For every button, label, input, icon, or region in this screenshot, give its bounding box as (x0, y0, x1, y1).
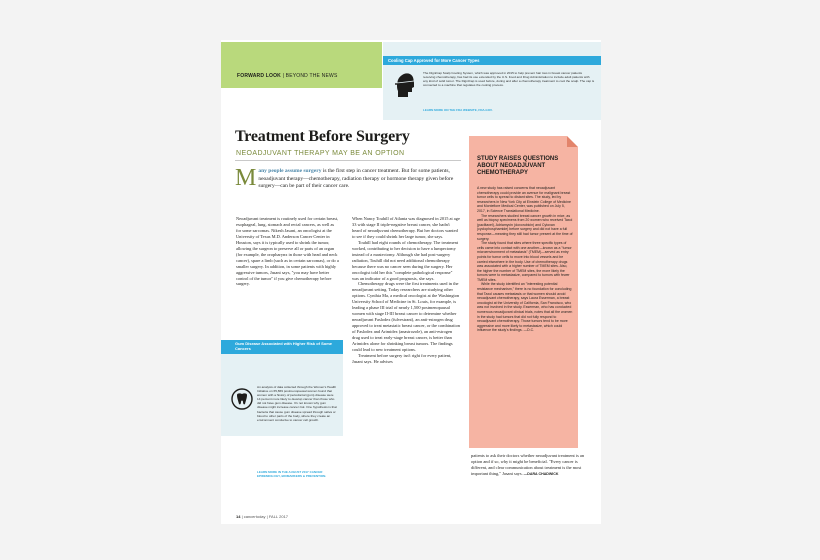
folded-corner (567, 136, 578, 147)
title-rule (235, 160, 461, 161)
cooling-cap-text: The DigniCap Scalp Cooling System, which was approved in 2015 to help prevent hair loss in breast cancer patients receiving chemotherapy, has had its use extended by the U.S. Food and Drug Administration to include adult patients with any kind of solid tumor. The DigniCap is used before, during and after a chemotherapy treatment to cool the scalp. The cap is connected to a machine that regulates the cooling process. (423, 71, 595, 88)
page-footer (236, 514, 288, 519)
issue-date: FALL 2017 (268, 514, 289, 519)
paragraph: The researchers studied breast cancer growth in mice, as well as biopsy specimens from 20 women who received Taxol (paclitaxel), Adriamycin (doxorubicin) and Cytoxan (cyclophosphamide) before surgery and did not have a full response—meaning they still had tumor present at the time of surgery. (477, 213, 573, 241)
paragraph: The study found that sites where three specific types of cells came into contact with one another—known as a "tumor microenvironment of metastasis" (TMEM)—served as entry points for tumor cells to move into blood vessels and be carried elsewhere in the body. Use of chemotherapy drugs was associated with a higher number of TMEM sites. Also, the higher the number of TMEM sites, the more likely the tumors were to metastasize, compared to tumors with fewer TMEM sites. (477, 241, 572, 282)
gum-disease-link[interactable]: LEARN MORE IN THE AUGUST 2017 CANCER EPIDEMIOLOGY, BIOMARKERS & PREVENTION. (257, 470, 327, 478)
footer-divider: | (266, 514, 269, 519)
paragraph: A new study has raised concerns that neoadjuvant chemotherapy could provide an avenue for malignant breast tumor cells to spread to distant sites. The study, led by researchers in New York City at Einstein College of Medicine and Montefiore Medical Center, was published on July 5, 2017, in Science Translational Medicine. (477, 186, 571, 213)
article-intro (235, 165, 461, 191)
head-cap-icon (393, 72, 415, 98)
article-column-3 (471, 453, 589, 478)
paragraph: Treatment before surgery isn't right for every patient, Jasani says. He advises (352, 352, 452, 364)
paragraph: Neoadjuvant treatment is routinely used for certain breast, esophageal, lung, stomach and rectal cancers, as well as for some sarcomas. Nikesh Jasani, an oncologist at the University of Texas M.D. Anderson Cancer Center in Houston, says it is typically used to shrink the tumor, allowing the surgeon to preserve all or parts of an organ (for example, the oropharynx in those with head and neck cancer), spare a limb (such as in certain sarcomas), or do a smaller surgery. In addition, in some patients with highly aggressive tumors, Jasani says, "you may have better control of the tumor" if you give chemotherapy before surgery. (236, 216, 339, 287)
footer-divider: | (241, 514, 244, 519)
byline: —DARA CHADWICK (522, 471, 559, 476)
paragraph: When Nancy Touhill of Atlanta was diagnosed in 2015 at age 33 with stage II triple-negative breast cancer, she hadn't heard of neoadjuvant chemotherapy. But her doctors wanted to see if they could shrink her large tumor, she says. (352, 216, 460, 239)
section-label (237, 73, 337, 79)
sidebar-body (477, 186, 573, 333)
study-sidebar (469, 136, 578, 448)
gum-disease-title: Gum Disease Associated with Higher Risk of Some Cancers (221, 340, 343, 354)
cooling-cap-title: Cooling Cap Approved for More Cancer Types (383, 56, 601, 65)
tooth-icon (231, 388, 253, 410)
magazine-name: cancertoday (243, 514, 266, 519)
section-name: FORWARD LOOK (237, 73, 281, 79)
drop-cap: M (235, 165, 257, 191)
section-divider: | (282, 73, 286, 79)
subsection-name: BEYOND THE NEWS (285, 73, 338, 79)
closing-text: patients to ask their doctors whether neoadjuvant treatment is an option and if so, why it might be beneficial. "Every cancer is different, and clear communication about treatment is the most important thing," Jasani says. (471, 453, 585, 476)
paragraph: Touhill had eight rounds of chemotherapy. The treatment worked, contributing to her decision to have a lumpectomy instead of a mastectomy. Although she had post-surgery radiation, Touhill did not need additional chemotherapy because there was no cancer seen during the surgery. Her oncologist told her this "complete pathological response" was an indicator of a good prognosis, she says. (352, 239, 459, 281)
article-column-2 (352, 216, 460, 365)
article-subtitle: NEOADJUVANT THERAPY MAY BE AN OPTION (236, 150, 405, 157)
paragraph: While the study identified an "interesting potential resistance mechanism," there is no foundation for concluding that Taxol causes metastasis or that women should avoid neoadjuvant chemotherapy, says Laura Esserman, a breast oncologist at the University of California, San Francisco, who was not involved in the study. Esserman, who has conducted numerous neoadjuvant clinical trials, notes that all the women in the study had tumors that did not fully respond to neoadjuvant chemotherapy. Those tumors tend to be more aggressive and more likely to metastasize, which could influence the study's findings. —D.C. (477, 282, 573, 333)
article-column-1 (236, 216, 340, 287)
magazine-page (221, 40, 601, 524)
intro-text: is the first step in cancer treatment. But for some patients, neoadjuvant therapy—chemotherapy, radiation therapy or hormone therapy given before surgery—can be part of their cancer care. (258, 168, 454, 190)
paragraph (471, 453, 589, 478)
sidebar-title: STUDY RAISES QUESTIONS ABOUT NEOADJUVANT CHEMOTHERAPY (477, 156, 559, 177)
header-band (221, 42, 382, 88)
fda-link[interactable]: LEARN MORE ON THE FDA WEBSITE, FDA.GOV. (423, 108, 493, 112)
paragraph: Chemotherapy drugs were the first treatments used in the neoadjuvant setting. Today researchers are studying other options. Cynthia Ma, a medical oncologist at the Washington University School of Medicine in St. Louis, for example, is leading a phase III trial of nearly 1,500 postmenopausal women with stage II-III breast cancer to determine whether neoadjuvant Faslodex (fulvestrant), an anti-estrogen drug approved to treat metastatic breast cancer, or the combination of Faslodex and Arimidex (anastrozole), an anti-estrogen drug used to treat early-stage breast cancer, is better than Arimidex alone for shrinking breast tumors. The findings could lead to new treatment options. (352, 281, 460, 352)
article-title: Treatment Before Surgery (235, 128, 410, 145)
gum-disease-text: An analysis of data collected through the Women's Health Initiative on 65,869 postmenopausal women found that women with a history of periodontal (gum) disease were 14 percent more likely to develop cancer than those who did not have gum disease. It's not known why gum disease might increase cancer risk. One hypothesis is that bacteria that cause gum disease spread through saliva or blood to other parts of the body, where they create an environment conducive to cancer cell growth. (257, 385, 337, 422)
page-number: 14 (236, 514, 241, 519)
gum-disease-news-box (221, 340, 343, 436)
intro-lead: any people assume surgery (258, 168, 322, 174)
cooling-cap-news-box (383, 42, 601, 120)
